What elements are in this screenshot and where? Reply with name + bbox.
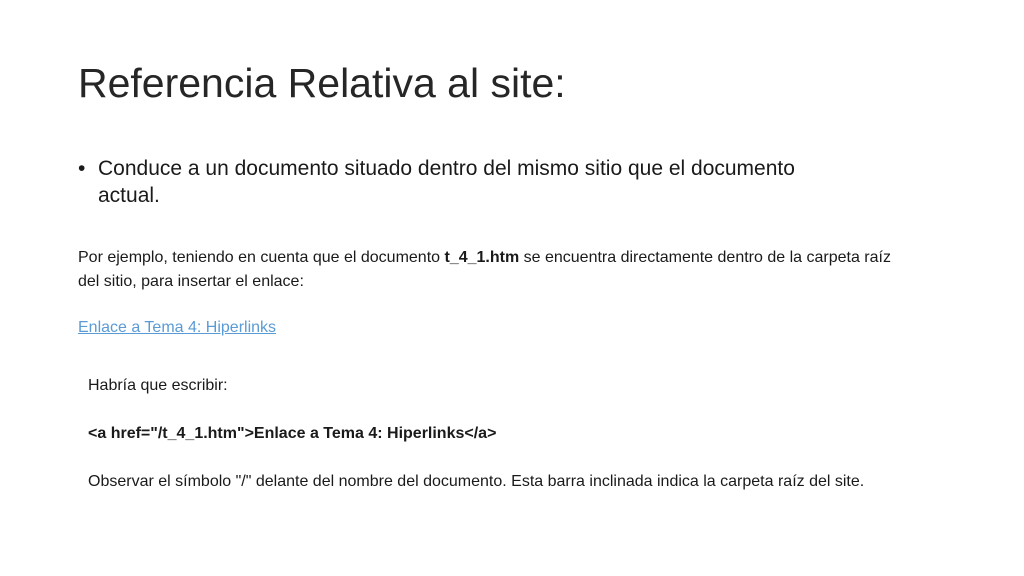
bullet-item xyxy=(78,155,838,209)
instruction-note: Observar el símbolo "/" delante del nombre del documento. Esta barra inclinada indica la carpeta raíz del site. xyxy=(88,473,865,490)
hyperlink-tema-4[interactable]: Enlace a Tema 4: Hiperlinks xyxy=(78,319,277,336)
example-paragraph xyxy=(78,246,898,294)
code-snippet: <a href="/t_4_1.htm">Enlace a Tema 4: Hiperlinks</a> xyxy=(88,425,497,442)
bullet-text: Conduce a un documento situado dentro del mismo sitio que el documento actual. xyxy=(98,157,795,207)
spacer xyxy=(88,446,898,470)
spacer xyxy=(88,398,898,422)
instruction-heading: Habría que escribir: xyxy=(88,377,228,394)
instruction-box xyxy=(88,374,898,494)
example-filename: t_4_1.htm xyxy=(444,249,520,266)
example-text-after: se encuentra directamente dentro de la carpeta raíz del sitio, para insertar el enlace: xyxy=(78,249,891,290)
bullet-dot-icon: • xyxy=(78,157,86,180)
bullet-list xyxy=(78,155,838,209)
slide-title: Referencia Relativa al site: xyxy=(78,60,566,106)
example-text-before: Por ejemplo, teniendo en cuenta que el documento xyxy=(78,249,445,266)
